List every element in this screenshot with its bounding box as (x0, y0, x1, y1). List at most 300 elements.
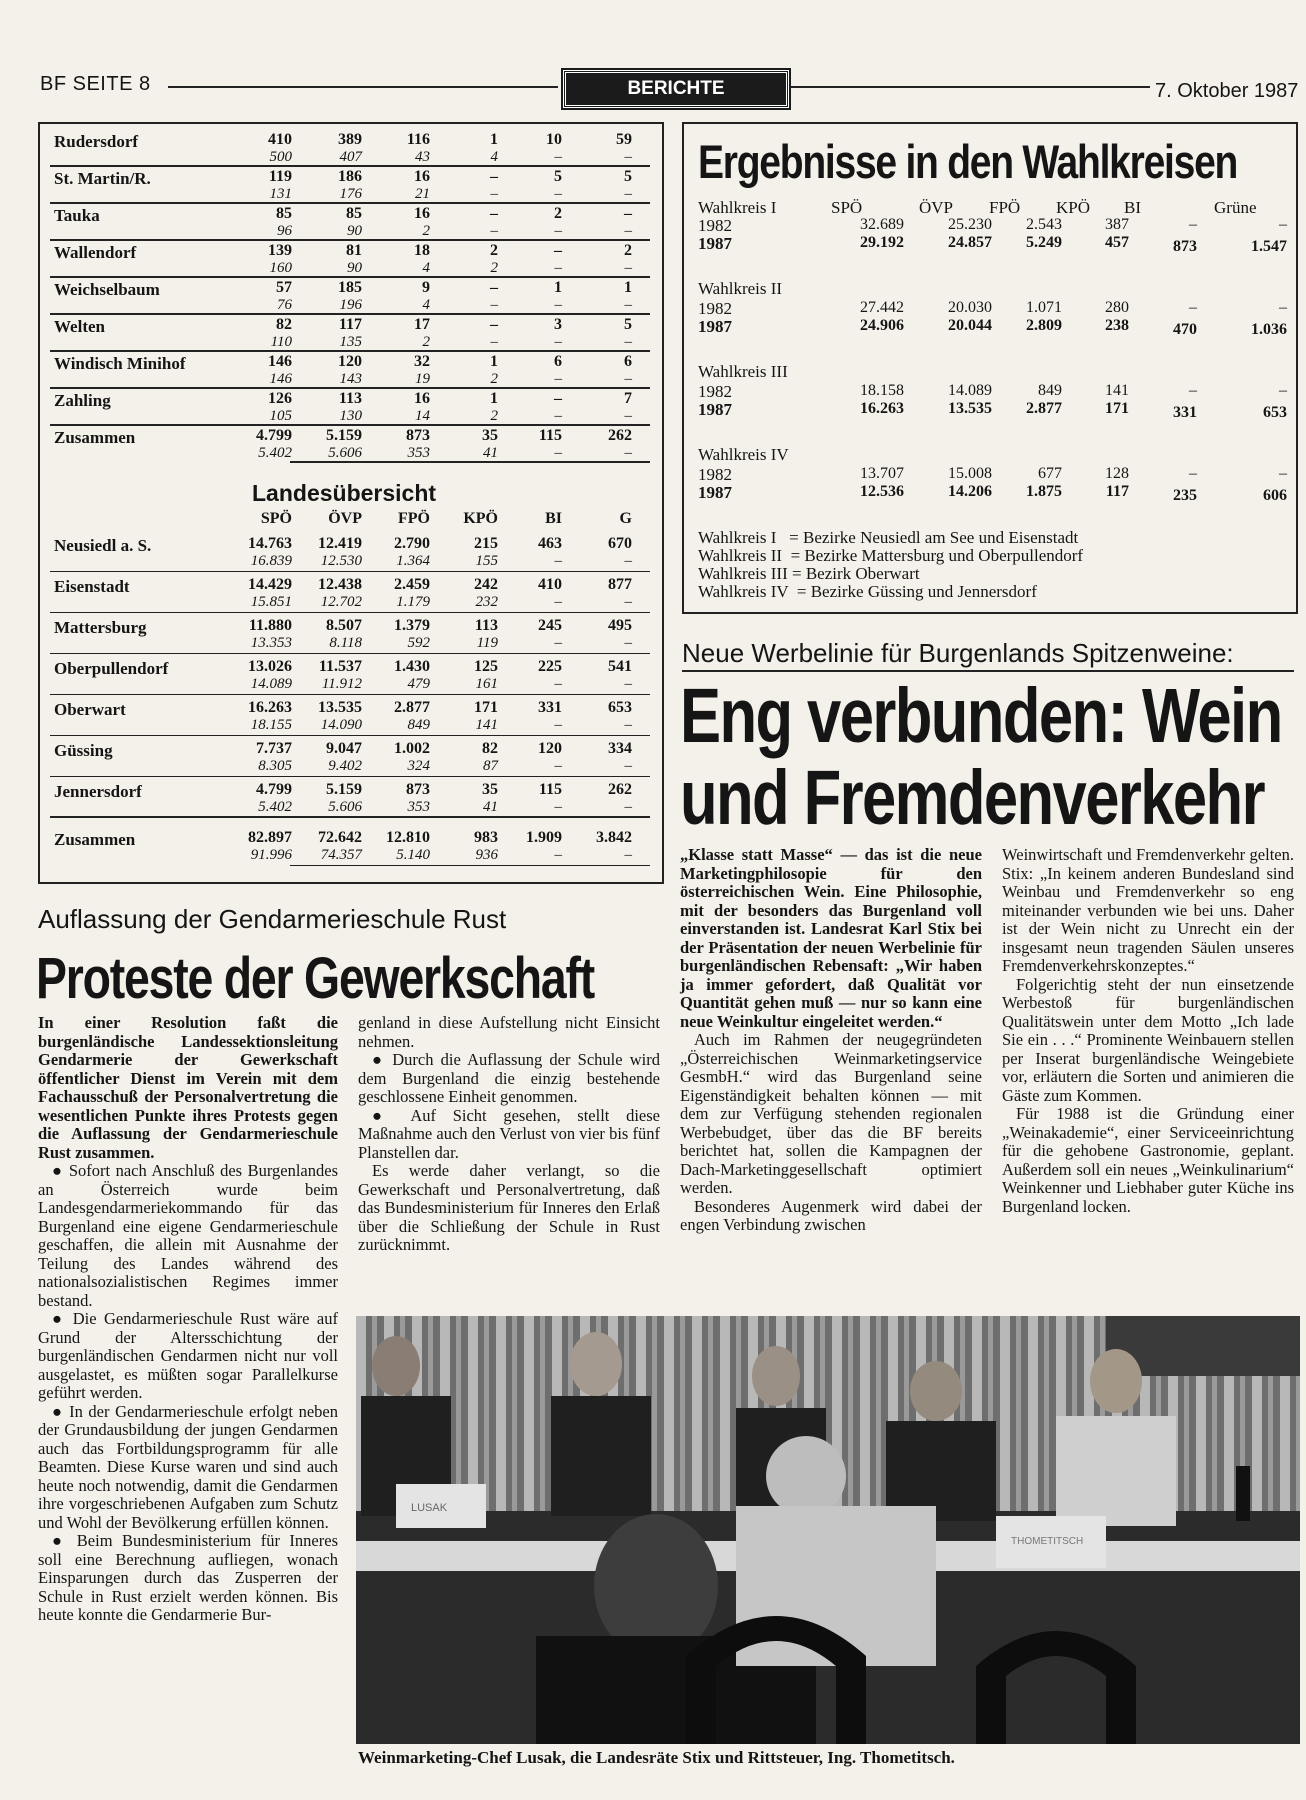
wahlkreis-column-header: SPÖ (831, 198, 863, 217)
rust-bullet: ● In der Gendarmerieschule erfolgt neben der Grundausbildung der jungen Gendarmen auch das Fortbildungsprogramm für alle Beamten. Diese Kurse waren und sind auch heute noch notwendig, damit die Gendarmen ihre vorgeschriebenen Aufgaben zum Schutz und Wohl der Bevölkerung erfüllen können. (38, 1401, 338, 1532)
wahlkreis-value-1982: 20.030 (948, 299, 992, 316)
result-1987: 2 (490, 242, 498, 259)
result-1982: 21 (415, 186, 430, 202)
wein-paragraph: Auch im Rahmen der neugegründeten „Österreichischen Weinmarketingservice GesmbH.“ wird das Burgenland seine Eigenständigkeit behalten können — mit dem zur Verfügung stehenden regionalen Werbebudget, über das die BF bereits berichtet hat, sollen die Kampagnen der Dach-Marketinggesellschaft optimiert werden. (680, 1030, 982, 1197)
result-1982: 12.530 (320, 553, 362, 569)
wahlkreis-value-1982: 2.543 (1026, 216, 1062, 233)
wahlkreis-value-1982: – (1279, 216, 1287, 233)
result-1982: 14.090 (320, 717, 362, 733)
result-1987: 2.459 (394, 576, 430, 593)
result-1982: 592 (407, 635, 430, 651)
district-name: Eisenstadt (54, 577, 130, 596)
wahlkreis-column-header: Grüne (1214, 198, 1257, 217)
result-1987: 1 (490, 390, 498, 407)
result-1982: 131 (269, 186, 292, 202)
district-row (50, 575, 650, 613)
result-1987: – (490, 168, 498, 185)
result-1987: 12.438 (318, 576, 362, 593)
district-name: Neusiedl a. S. (54, 536, 152, 555)
wein-kicker-rule (682, 670, 1294, 672)
result-1982: 1.179 (396, 594, 430, 610)
wahlkreis-value-1987: 20.044 (948, 317, 992, 334)
wein-headline-line1: Eng verbunden: Wein (680, 673, 1282, 759)
wein-lead: „Klasse statt Masse“ — das ist die neue Marketingphilosopie für den österreichischen Wein. Eine Philosophie, mit der besonders das Burgenland voll einverstanden ist. Landesrat Karl Stix bei der Präsentation der neuen Werbelinie für burgenländischen Rebensaft: „Wir haben ja immer gefordert, daß Qualität vor Quantität gehen muß — nur so kann eine neue Weinkultur eingeleitet werden.“ (680, 845, 982, 1031)
municipality-name: Zusammen (54, 428, 136, 447)
district-row (50, 739, 650, 777)
rust-bullet: ● Beim Bundesministerium für Inneres soll eine Berechnung aufliegen, wonach Einsparungen durch das Zusperren der Schule in Rust erzielt werden können. Bis heute konnte die Gendarmerie Bur- (38, 1531, 338, 1624)
result-1987: 116 (406, 131, 430, 148)
wahlkreis-value-1987: 2.809 (1026, 317, 1062, 334)
result-1982: – (624, 847, 632, 863)
municipality-name: Weichselbaum (54, 280, 160, 299)
result-1982: 500 (269, 149, 292, 165)
result-1982: 479 (407, 676, 430, 692)
result-1987: 82 (276, 316, 292, 333)
rust-column-2 (358, 1014, 660, 1255)
municipality-row (50, 389, 650, 426)
wahlkreis-value-1987: 331 (1173, 404, 1197, 421)
result-1987: 245 (538, 617, 562, 634)
result-1982: 5.140 (396, 847, 430, 863)
wahlkreis-value-1982: – (1189, 382, 1197, 399)
wahlkreis-value-1982: 849 (1038, 382, 1062, 399)
district-row (50, 828, 650, 866)
result-1982: 8.305 (258, 758, 292, 774)
result-1987: 12.419 (318, 535, 362, 552)
result-1982: 2 (422, 223, 430, 239)
result-1987: 12.810 (386, 829, 430, 846)
result-1987: 171 (474, 699, 498, 716)
section-badge: BERICHTE (563, 70, 789, 108)
result-1982: 849 (407, 717, 430, 733)
wahlkreis-label: Wahlkreis III (698, 362, 788, 381)
photo-illustration (356, 1316, 1300, 1744)
result-1987: 262 (608, 427, 632, 444)
result-1982: 141 (475, 717, 498, 733)
result-1987: 16 (414, 205, 430, 222)
result-1982: – (554, 149, 562, 165)
result-1987: 18 (414, 242, 430, 259)
result-1982: – (624, 553, 632, 569)
result-1982: 74.357 (320, 847, 362, 863)
wahlkreis-value-1987: 5.249 (1026, 234, 1062, 251)
name-card-text: LUSAK (411, 1502, 448, 1514)
wein-headline (680, 675, 1282, 839)
result-1982: – (624, 186, 632, 202)
wahlkreis-value-1982: 27.442 (860, 299, 904, 316)
header-rule-right (790, 86, 1150, 88)
result-1982: – (624, 445, 632, 461)
result-1982: 155 (475, 553, 498, 569)
municipality-name: Welten (54, 317, 105, 336)
municipality-name: Zahling (54, 391, 111, 410)
result-1987: 5 (624, 168, 632, 185)
wahlkreis-value-1982: 128 (1105, 465, 1129, 482)
result-1987: 983 (474, 829, 498, 846)
wahlkreis-year-1982: 1982 (698, 216, 732, 235)
result-1982: – (554, 260, 562, 276)
result-1987: 186 (338, 168, 362, 185)
result-1987: 117 (338, 316, 362, 333)
result-1987: 113 (474, 617, 498, 634)
result-1987: 59 (616, 131, 632, 148)
result-1982: 161 (475, 676, 498, 692)
wahlkreis-legend-line: Wahlkreis II = Bezirke Mattersburg und Oberpullendorf (698, 546, 1084, 565)
result-1987: 653 (608, 699, 632, 716)
result-1987: 5 (624, 316, 632, 333)
result-1987: 670 (608, 535, 632, 552)
wahlkreis-value-1982: 141 (1105, 382, 1129, 399)
row-rule (50, 735, 650, 736)
result-1987: 7 (624, 390, 632, 407)
municipality-name: Rudersdorf (54, 132, 139, 151)
row-rule (290, 461, 650, 463)
wahlkreis-column-header: FPÖ (989, 198, 1021, 217)
header-rule-left (168, 86, 558, 88)
wahlkreis-value-1982: – (1279, 299, 1287, 316)
result-1982: 14.089 (250, 676, 292, 692)
wahlkreis-value-1987: 1.875 (1026, 483, 1062, 500)
result-1987: 1 (554, 279, 562, 296)
result-1982: 90 (347, 260, 362, 276)
municipality-row (50, 315, 650, 352)
result-1982: 19 (415, 371, 430, 387)
wahlkreis-label: Wahlkreis IV (698, 445, 789, 464)
result-1982: – (490, 297, 498, 313)
result-1982: 105 (269, 408, 292, 424)
result-1987: 16 (414, 168, 430, 185)
rust-paragraph: genland in diese Aufstellung nicht Einsicht nehmen. (358, 1013, 660, 1051)
result-1987: 389 (338, 131, 362, 148)
result-1987: 8.507 (326, 617, 362, 634)
result-1982: 353 (407, 445, 430, 461)
wahlkreis-value-1982: – (1279, 382, 1287, 399)
wein-paragraph: Folgerichtig steht der nun einsetzende Werbestoß für burgenländischen Qualitätswein unter dem Motto „Ich lade Sie ein . . .“ Prominente Weinbauern stellen per Inserat burgenländische Weingebiete vor, erläutern die Sorten und animieren die Gäste zum Kommen. (1002, 974, 1294, 1105)
district-row (50, 698, 650, 736)
result-1987: – (490, 279, 498, 296)
result-1987: 215 (474, 535, 498, 552)
result-1982: – (624, 594, 632, 610)
result-1987: 1 (624, 279, 632, 296)
landes-column-header: ÖVP (328, 510, 362, 527)
result-1982: – (554, 186, 562, 202)
result-1982: 13.353 (250, 635, 292, 651)
municipality-row (50, 167, 650, 204)
district-row (50, 616, 650, 654)
wahlkreis-value-1982: 280 (1105, 299, 1129, 316)
wahlkreis-value-1987: 1.547 (1251, 238, 1287, 255)
result-1982: 324 (407, 758, 430, 774)
wahlkreis-value-1982: 387 (1105, 216, 1129, 233)
result-1987: 541 (608, 658, 632, 675)
issue-date: 7. Oktober 1987 (1155, 80, 1299, 102)
result-1982: – (554, 223, 562, 239)
result-1987: 410 (268, 131, 292, 148)
row-rule (50, 694, 650, 695)
result-1982: 130 (339, 408, 362, 424)
result-1982: – (624, 371, 632, 387)
result-1987: 3 (554, 316, 562, 333)
result-1982: 143 (339, 371, 362, 387)
result-1987: 5.159 (326, 427, 362, 444)
wahlkreis-value-1987: 2.877 (1026, 400, 1062, 417)
result-1982: 232 (475, 594, 498, 610)
result-1982: – (554, 799, 562, 815)
result-1982: – (490, 334, 498, 350)
wahlkreis-value-1987: 171 (1105, 400, 1129, 417)
result-1982: – (554, 594, 562, 610)
result-1982: – (624, 149, 632, 165)
wahlkreis-value-1982: 677 (1038, 465, 1062, 482)
municipality-name: Windisch Minihof (54, 354, 186, 373)
wahlkreis-column-header: KPÖ (1056, 198, 1091, 217)
result-1987: 13.535 (318, 699, 362, 716)
wahlkreis-legend-line: Wahlkreis III = Bezirk Oberwart (698, 564, 920, 583)
result-1987: 242 (474, 576, 498, 593)
result-1982: 353 (407, 799, 430, 815)
wein-paragraph: Für 1988 ist die Gründung einer „Weinakademie“, einer Serviceeinrichtung für die gehobene Gastronomie, geplant. Außerdem soll ein neues „Weinkulinarium“ Weinkenner und Liebhaber guter Küche ins Burgenland locken. (1002, 1104, 1294, 1216)
result-1982: 119 (476, 635, 498, 651)
result-1987: 72.642 (318, 829, 362, 846)
result-1982: – (554, 847, 562, 863)
result-1987: 115 (538, 427, 562, 444)
wahlkreis-year-1982: 1982 (698, 465, 732, 484)
result-1982: 5.402 (258, 799, 292, 815)
result-1982: – (554, 635, 562, 651)
wahlkreis-value-1982: 14.089 (948, 382, 992, 399)
wahlkreis-value-1987: 457 (1105, 234, 1129, 251)
wahlkreis-value-1987: 470 (1173, 321, 1197, 338)
result-1982: 4 (490, 149, 498, 165)
result-1982: – (624, 297, 632, 313)
result-1987: 331 (538, 699, 562, 716)
wahlkreis-year-1982: 1982 (698, 382, 732, 401)
municipality-row (50, 352, 650, 389)
landes-title: Landesübersicht (252, 480, 437, 506)
wahlkreis-value-1982: 18.158 (860, 382, 904, 399)
result-1987: 9 (422, 279, 430, 296)
wahlkreis-value-1987: 16.263 (860, 400, 904, 417)
result-1987: 185 (338, 279, 362, 296)
result-1982: – (490, 186, 498, 202)
wahlkreis-value-1987: 24.857 (948, 234, 992, 251)
rust-kicker: Auflassung der Gendarmerieschule Rust (38, 904, 507, 934)
wahlkreis-label: Wahlkreis I (698, 198, 777, 217)
wahlkreis-value-1982: – (1279, 465, 1287, 482)
municipality-row (50, 241, 650, 278)
result-1982: 2 (490, 408, 498, 424)
result-1987: 1 (490, 131, 498, 148)
district-name: Oberwart (54, 700, 126, 719)
district-name: Güssing (54, 741, 113, 760)
result-1987: 410 (538, 576, 562, 593)
wahlkreise-title: Ergebnisse in den Wahlkreisen (698, 135, 1238, 188)
result-1987: 35 (482, 427, 498, 444)
result-1987: – (554, 390, 562, 407)
result-1987: – (490, 205, 498, 222)
result-1982: – (624, 758, 632, 774)
result-1987: 146 (268, 353, 292, 370)
result-1987: – (624, 205, 632, 222)
wahlkreis-year-1987: 1987 (698, 234, 732, 253)
result-1987: 877 (608, 576, 632, 593)
result-1982: 2 (490, 371, 498, 387)
wahlkreis-value-1987: 14.206 (948, 483, 992, 500)
landes-column-header: G (619, 510, 632, 527)
result-1987: 4.799 (256, 427, 292, 444)
result-1987: 873 (406, 781, 430, 798)
municipality-row (50, 426, 650, 463)
result-1982: 9.402 (328, 758, 362, 774)
result-1982: – (554, 334, 562, 350)
rust-bullet: ● Sofort nach Anschluß des Burgenlandes an Österreich wurde beim Landesgendarmeriekommando für das Burgenland eine eigene Gendarmerieschule geschaffen, die allein mit Ausnahme der Teilung des Landes während des nationalsozialistischen Regimes immer bestand. (38, 1161, 338, 1310)
result-1982: 8.118 (329, 635, 362, 651)
wein-paragraph: Besonderes Augenmerk wird dabei der engen Verbindung zwischen (680, 1196, 982, 1234)
district-row (50, 657, 650, 695)
result-1987: 14.429 (248, 576, 292, 593)
wahlkreis-column-header: ÖVP (919, 198, 954, 217)
result-1982: 4 (422, 260, 430, 276)
result-1982: – (624, 676, 632, 692)
result-1987: 119 (268, 168, 292, 185)
result-1982: 5.606 (328, 445, 362, 461)
result-1987: 6 (554, 353, 562, 370)
result-1987: 1.430 (394, 658, 430, 675)
result-1987: 13.026 (248, 658, 292, 675)
result-1982: 15.851 (250, 594, 292, 610)
row-rule (50, 816, 650, 818)
wahlkreis-value-1987: 12.536 (860, 483, 904, 500)
wahlkreis-year-1987: 1987 (698, 400, 732, 419)
result-1987: 14.763 (248, 535, 292, 552)
result-1982: 41 (483, 799, 498, 815)
wahlkreis-value-1987: 606 (1263, 487, 1287, 504)
result-1987: – (554, 242, 562, 259)
result-1982: 43 (415, 149, 430, 165)
result-1987: 10 (546, 131, 562, 148)
row-rule (50, 653, 650, 654)
municipality-name: Tauka (54, 206, 100, 225)
wein-paragraph: Weinwirtschaft und Fremdenverkehr gelten. Stix: „In keinem anderen Bundesland sind Weinbau und Fremdenverkehr so eng miteinander verbunden wie bei uns. Daher ist der Wein nicht zu Unrecht ein der insgesamt neun tragenden Säulen unseres Fremdenverkehrskonzeptes.“ (1002, 845, 1294, 975)
wahlkreis-value-1982: 32.689 (860, 216, 904, 233)
row-rule (50, 571, 650, 572)
wahlkreise-box (682, 122, 1298, 614)
rust-bullet: ● Durch die Auflassung der Schule wird dem Burgenland die einzig bestehende geschlossene Einheit genommen. (358, 1050, 660, 1106)
wahlkreis-year-1987: 1987 (698, 317, 732, 336)
landes-column-header: BI (545, 510, 562, 527)
result-1982: – (554, 297, 562, 313)
result-1987: 113 (338, 390, 362, 407)
result-1987: 81 (346, 242, 362, 259)
wahlkreis-value-1987: 653 (1263, 404, 1287, 421)
result-1987: 57 (276, 279, 292, 296)
result-1982: 2 (422, 334, 430, 350)
wahlkreis-label: Wahlkreis II (698, 279, 783, 298)
result-1987: 334 (608, 740, 632, 757)
wahlkreis-value-1982: – (1189, 299, 1197, 316)
result-1987: – (490, 316, 498, 333)
result-1982: – (624, 334, 632, 350)
wahlkreis-legend-line: Wahlkreis IV = Bezirke Güssing und Jennersdorf (698, 582, 1037, 601)
result-1982: 18.155 (250, 717, 292, 733)
result-1987: 115 (538, 781, 562, 798)
result-1982: 110 (270, 334, 292, 350)
result-1982: – (554, 408, 562, 424)
result-1982: 407 (339, 149, 362, 165)
wahlkreis-value-1987: 1.036 (1251, 321, 1287, 338)
rust-lead: In einer Resolution faßt die burgenländische Landessektionsleitung Gendarmerie der Gewerkschaft öffentlicher Dienst im Verein mit dem Fachausschuß der Personalvertretung die wesentlichen Punkte ihres Protests gegen die Auflassung der Gendarmerieschule Rust zusammen. (38, 1013, 338, 1162)
result-1982: – (624, 223, 632, 239)
wahlkreis-value-1982: – (1189, 465, 1197, 482)
result-1987: 16.263 (248, 699, 292, 716)
district-name: Zusammen (54, 830, 136, 849)
result-1987: 225 (538, 658, 562, 675)
district-name: Jennersdorf (54, 782, 142, 801)
result-1987: 125 (474, 658, 498, 675)
result-1987: 120 (338, 353, 362, 370)
result-1987: 1.379 (394, 617, 430, 634)
result-1982: – (624, 408, 632, 424)
result-1987: 11.880 (248, 617, 292, 634)
result-1987: 6 (624, 353, 632, 370)
wein-kicker: Neue Werbelinie für Burgenlands Spitzenweine: (682, 638, 1234, 668)
page-label: BF SEITE 8 (40, 73, 151, 95)
result-1982: – (624, 635, 632, 651)
municipality-row (50, 204, 650, 241)
result-1982: 160 (269, 260, 292, 276)
result-1982: 2 (490, 260, 498, 276)
district-row (50, 780, 650, 818)
landes-column-header: SPÖ (260, 510, 292, 527)
result-1987: 3.842 (596, 829, 632, 846)
result-1987: 5 (554, 168, 562, 185)
result-1987: 1 (490, 353, 498, 370)
result-1982: 11.912 (321, 676, 362, 692)
result-1982: – (554, 371, 562, 387)
wahlkreis-value-1987: 235 (1173, 487, 1197, 504)
result-1987: 82.897 (248, 829, 292, 846)
result-1987: 120 (538, 740, 562, 757)
wein-column-1 (680, 846, 982, 1235)
result-1987: 1.909 (526, 829, 562, 846)
result-1982: 16.839 (250, 553, 292, 569)
rust-paragraph: Es werde daher verlangt, so die Gewerkschaft und Personalvertretung, daß das Bundesministerium für Inneres den Erlaß über die Schließung der Schule in Rust zurücknimmt. (358, 1161, 660, 1254)
result-1987: 2 (624, 242, 632, 259)
result-1987: 4.799 (256, 781, 292, 798)
result-1982: – (554, 758, 562, 774)
result-1987: 463 (538, 535, 562, 552)
result-1982: 96 (277, 223, 292, 239)
result-1987: 17 (414, 316, 430, 333)
wahlkreis-year-1987: 1987 (698, 483, 732, 502)
district-row (50, 534, 650, 572)
municipality-row (50, 278, 650, 315)
result-1982: 1.364 (396, 553, 430, 569)
result-1987: 82 (482, 740, 498, 757)
result-1982: 5.402 (258, 445, 292, 461)
row-rule (50, 776, 650, 777)
result-1987: 11.537 (318, 658, 362, 675)
result-1987: 1.002 (394, 740, 430, 757)
result-1987: 139 (268, 242, 292, 259)
result-1982: – (624, 799, 632, 815)
wahlkreis-value-1987: 238 (1105, 317, 1129, 334)
wahlkreis-value-1982: 1.071 (1026, 299, 1062, 316)
result-1987: 5.159 (326, 781, 362, 798)
result-1987: 2 (554, 205, 562, 222)
result-1982: 176 (339, 186, 362, 202)
result-1982: – (624, 260, 632, 276)
